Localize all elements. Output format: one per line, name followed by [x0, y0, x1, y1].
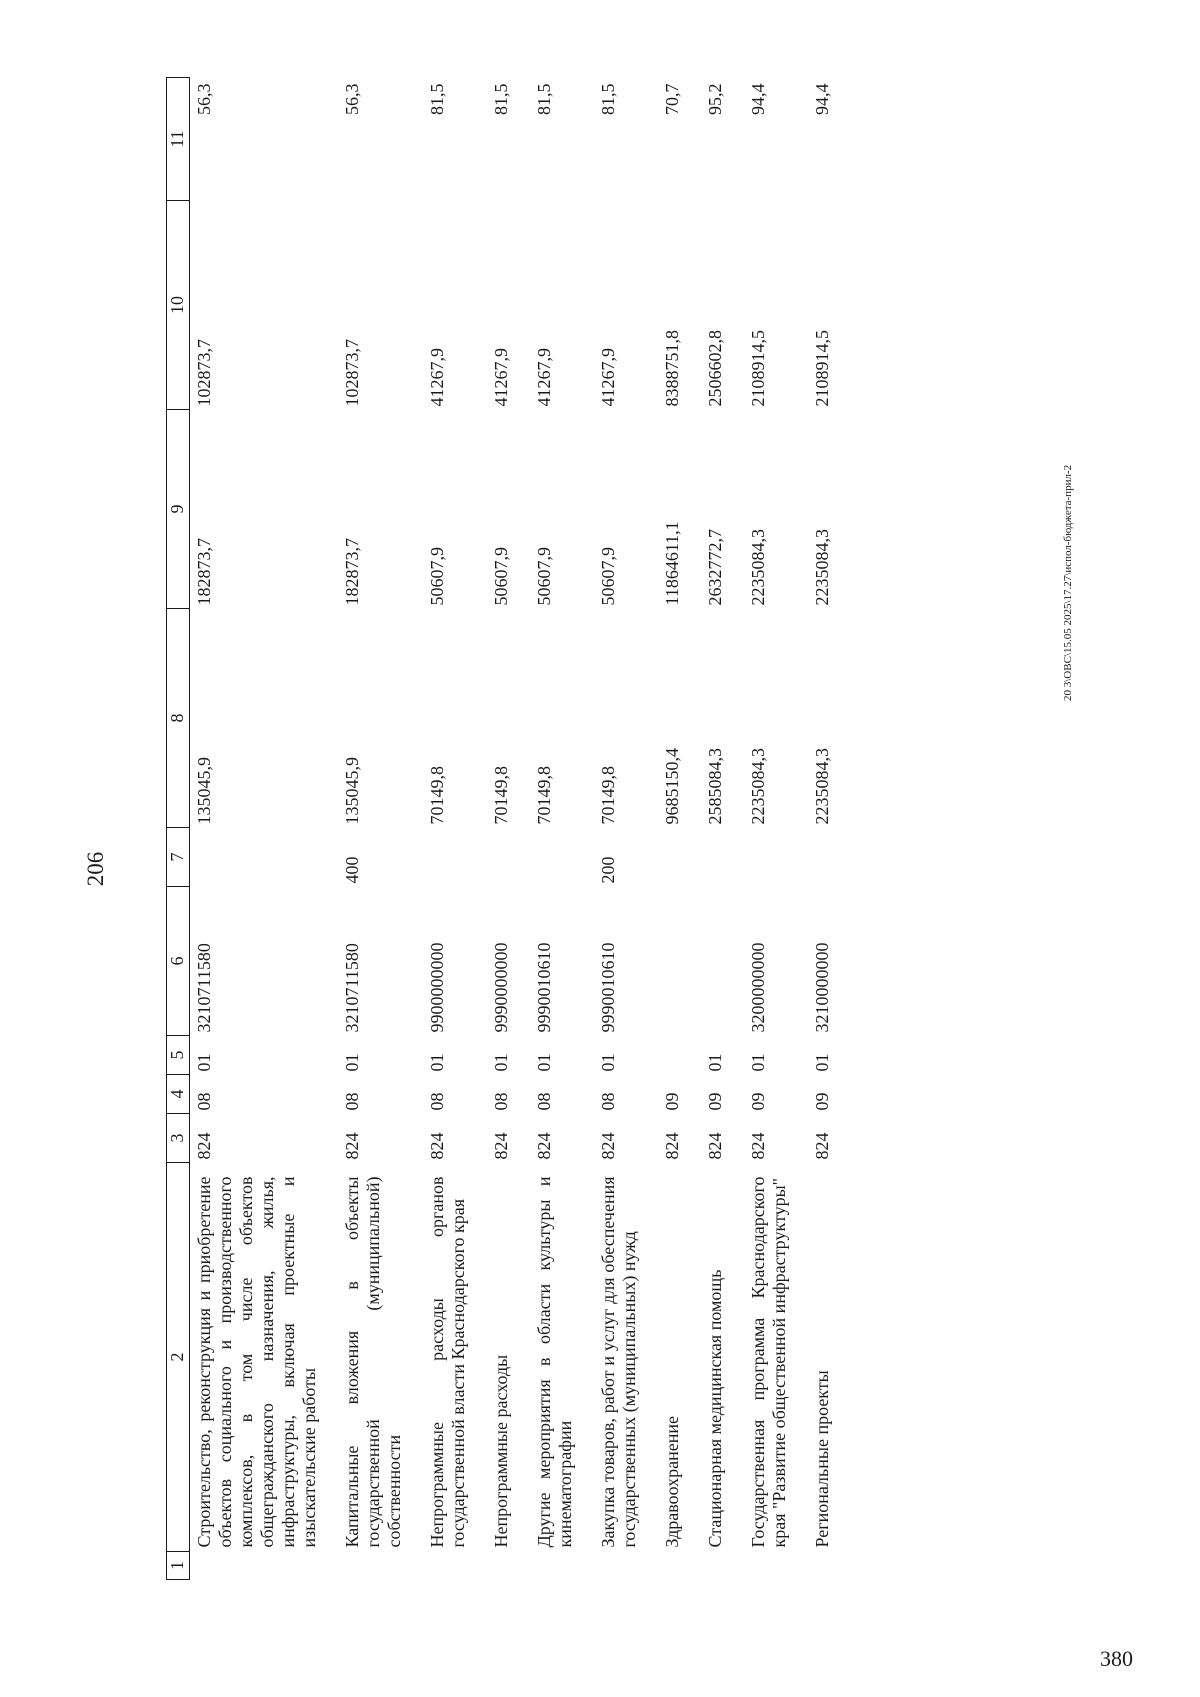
budget-table: [166, 77, 851, 1580]
col-3-value: 824: [812, 1132, 832, 1160]
col-8-value: 2235084,3: [812, 748, 832, 825]
col-8-value: 135045,9: [342, 757, 362, 825]
row-number: [594, 1552, 658, 1580]
col-5-value: 01: [342, 1053, 362, 1072]
col-9-value: 2235084,3: [812, 529, 832, 606]
row-name: Капитальные вложения в объекты государственной (муниципальной) собственности: [342, 1176, 404, 1548]
col-3-value: 824: [194, 1132, 214, 1160]
col-5-value: 01: [491, 1053, 511, 1072]
header-col-10: 10: [167, 201, 190, 410]
table-row: [701, 78, 744, 1580]
table-row: [530, 78, 594, 1580]
col-7-value: 200: [598, 856, 618, 884]
col-10-value: 41267,9: [491, 348, 511, 407]
col-10-value: 8388751,8: [662, 330, 682, 407]
col-7-value: [808, 828, 851, 887]
col-9-value: 50607,9: [427, 547, 447, 606]
col-4-value: 09: [812, 1092, 832, 1111]
col-11-value: 70,7: [662, 83, 682, 115]
col-4-value: 08: [598, 1092, 618, 1111]
col-11-value: 56,3: [342, 83, 362, 115]
table-region: [166, 78, 994, 1580]
row-name: Другие мероприятия в области культуры и кинематографии: [534, 1176, 575, 1548]
table-row: [744, 78, 808, 1580]
col-9-value: 182873,7: [342, 538, 362, 606]
col-11-value: 81,5: [427, 83, 447, 115]
col-5-value: [658, 1036, 701, 1075]
col-11-value: 81,5: [491, 83, 511, 115]
col-6-value: 9990010610: [534, 942, 554, 1033]
col-9-value: 50607,9: [598, 547, 618, 606]
row-number: [701, 1552, 744, 1580]
col-5-value: 01: [534, 1053, 554, 1072]
table-body: [190, 78, 852, 1580]
col-11-value: 94,4: [748, 83, 768, 115]
col-3-value: 824: [491, 1132, 511, 1160]
col-9-value: 2632772,7: [705, 529, 725, 606]
row-number: [190, 1552, 339, 1580]
row-number: [530, 1552, 594, 1580]
row-name: Региональные проекты: [812, 1370, 832, 1548]
row-name: Непрограммные расходы органов государственной власти Краснодарского края: [427, 1176, 468, 1548]
col-10-value: 41267,9: [598, 348, 618, 407]
row-number: [423, 1552, 487, 1580]
table-row: [338, 78, 423, 1580]
col-9-value: 11864611,1: [662, 521, 682, 606]
col-3-value: 824: [748, 1132, 768, 1160]
header-col-8: 8: [167, 609, 190, 828]
col-7-value: [423, 828, 487, 887]
col-9-value: 50607,9: [534, 547, 554, 606]
table-row: [808, 78, 851, 1580]
col-11-value: 94,4: [812, 83, 832, 115]
row-name: Непрограммные расходы: [491, 1354, 511, 1548]
header-col-11: 11: [167, 78, 190, 201]
col-8-value: 135045,9: [194, 757, 214, 825]
header-row: [167, 78, 190, 1580]
col-8-value: 70149,8: [534, 766, 554, 825]
col-11-value: 81,5: [598, 83, 618, 115]
col-10-value: 2506602,8: [705, 330, 725, 407]
col-4-value: 08: [427, 1092, 447, 1111]
col-7-value: 400: [342, 856, 362, 884]
col-8-value: 2235084,3: [748, 748, 768, 825]
col-8-value: 70149,8: [598, 766, 618, 825]
row-number: [744, 1552, 808, 1580]
col-4-value: 08: [491, 1092, 511, 1111]
col-4-value: 09: [705, 1092, 725, 1111]
col-10-value: 41267,9: [534, 348, 554, 407]
col-8-value: 2585084,3: [705, 748, 725, 825]
col-6-value: 3210000000: [812, 942, 832, 1033]
header-col-9: 9: [167, 410, 190, 609]
col-10-value: 2108914,5: [748, 330, 768, 407]
col-6-value: 9900000000: [427, 942, 447, 1033]
table-row: [190, 78, 339, 1580]
col-4-value: 09: [662, 1092, 682, 1111]
document-path-footer: 20 3\ОВС\15.05 2025\17.27\испол-бюджета-прил-2: [1062, 464, 1074, 701]
header-col-4: 4: [167, 1075, 190, 1114]
col-9-value: 182873,7: [194, 538, 214, 606]
col-10-value: 41267,9: [427, 348, 447, 407]
page-number: 206: [83, 851, 108, 887]
row-number: [338, 1552, 423, 1580]
sheet-number: 380: [1100, 1646, 1133, 1671]
col-3-value: 824: [662, 1132, 682, 1160]
row-name: Строительство, реконструкция и приобретение объектов социального и производственного комплексов, в том числе объектов общегражданского назначения, жилья, инфраструктуры, включая проектные и изыскательские работы: [194, 1176, 319, 1548]
col-4-value: 08: [194, 1092, 214, 1111]
col-6-value: 3210711580: [342, 943, 362, 1033]
col-5-value: 01: [427, 1053, 447, 1072]
header-col-7: 7: [167, 828, 190, 887]
col-6-value: 3210711580: [194, 943, 214, 1033]
col-6-value: [701, 887, 744, 1036]
col-9-value: 2235084,3: [748, 529, 768, 606]
table-row: [594, 78, 658, 1580]
header-col-5: 5: [167, 1036, 190, 1075]
col-7-value: [701, 828, 744, 887]
row-number: [658, 1552, 701, 1580]
col-4-value: 08: [534, 1092, 554, 1111]
col-8-value: 9685150,4: [662, 748, 682, 825]
table-row: [423, 78, 487, 1580]
col-7-value: [744, 828, 808, 887]
col-6-value: 9990010610: [598, 942, 618, 1033]
col-6-value: 9990000000: [491, 942, 511, 1033]
col-6-value: [658, 887, 701, 1036]
table-header: [167, 78, 190, 1580]
header-col-3: 3: [167, 1114, 190, 1163]
col-3-value: 824: [598, 1132, 618, 1160]
row-number: [808, 1552, 851, 1580]
col-3-value: 824: [427, 1132, 447, 1160]
col-7-value: [487, 828, 530, 887]
col-5-value: 01: [598, 1053, 618, 1072]
col-5-value: 01: [812, 1053, 832, 1072]
header-col-1: 1: [167, 1552, 190, 1580]
col-4-value: 08: [342, 1092, 362, 1111]
col-11-value: 81,5: [534, 83, 554, 115]
row-name: Стационарная медицинская помощь: [705, 1269, 725, 1548]
col-4-value: 09: [748, 1092, 768, 1111]
col-5-value: 01: [748, 1053, 768, 1072]
col-6-value: 3200000000: [748, 942, 768, 1033]
table-row: [487, 78, 530, 1580]
row-name: Здравоохранение: [662, 1415, 682, 1548]
header-col-6: 6: [167, 887, 190, 1036]
col-3-value: 824: [534, 1132, 554, 1160]
col-3-value: 824: [342, 1132, 362, 1160]
row-name: Закупка товаров, работ и услуг для обеспечения государственных (муниципальных) нужд: [598, 1176, 639, 1548]
col-8-value: 70149,8: [491, 766, 511, 825]
col-10-value: 2108914,5: [812, 330, 832, 407]
col-10-value: 102873,7: [342, 339, 362, 407]
row-number: [487, 1552, 530, 1580]
col-7-value: [530, 828, 594, 887]
col-5-value: 01: [705, 1053, 725, 1072]
col-9-value: 50607,9: [491, 547, 511, 606]
col-3-value: 824: [705, 1132, 725, 1160]
col-10-value: 102873,7: [194, 339, 214, 407]
col-7-value: [658, 828, 701, 887]
col-11-value: 56,3: [194, 83, 214, 115]
col-7-value: [190, 828, 339, 887]
col-11-value: 95,2: [705, 83, 725, 115]
rotated-table-container: [166, 78, 994, 1580]
header-col-2: 2: [167, 1163, 190, 1552]
col-5-value: 01: [194, 1053, 214, 1072]
row-name: Государственная программа Краснодарского края "Развитие общественной инфраструктуры": [748, 1176, 789, 1548]
col-8-value: 70149,8: [427, 766, 447, 825]
table-row: [658, 78, 701, 1580]
